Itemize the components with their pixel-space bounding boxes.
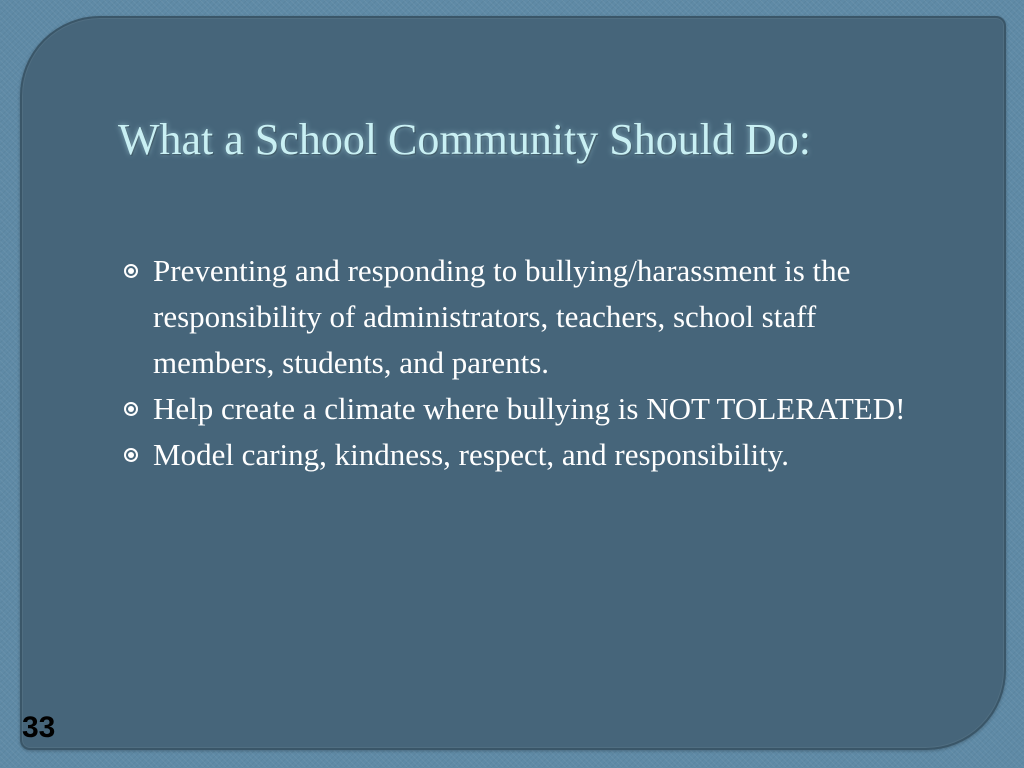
- slide-number: 33: [22, 711, 56, 744]
- bullet-item: [118, 432, 938, 478]
- bullet-item: [118, 248, 938, 386]
- bullet-text: Preventing and responding to bullying/harassment is the responsibility of administrators, teachers, school staff members, students, and parents.: [153, 253, 851, 380]
- slide-title: What a School Community Should Do:: [118, 115, 811, 164]
- bullet-text: Help create a climate where bullying is NOT TOLERATED!: [153, 391, 906, 426]
- radio-bullet-icon: [124, 264, 138, 278]
- radio-bullet-icon: [124, 402, 138, 416]
- bullet-text: Model caring, kindness, respect, and responsibility.: [153, 437, 789, 472]
- bullet-item: [118, 386, 938, 432]
- radio-bullet-icon: [124, 448, 138, 462]
- bullet-list: [118, 248, 938, 478]
